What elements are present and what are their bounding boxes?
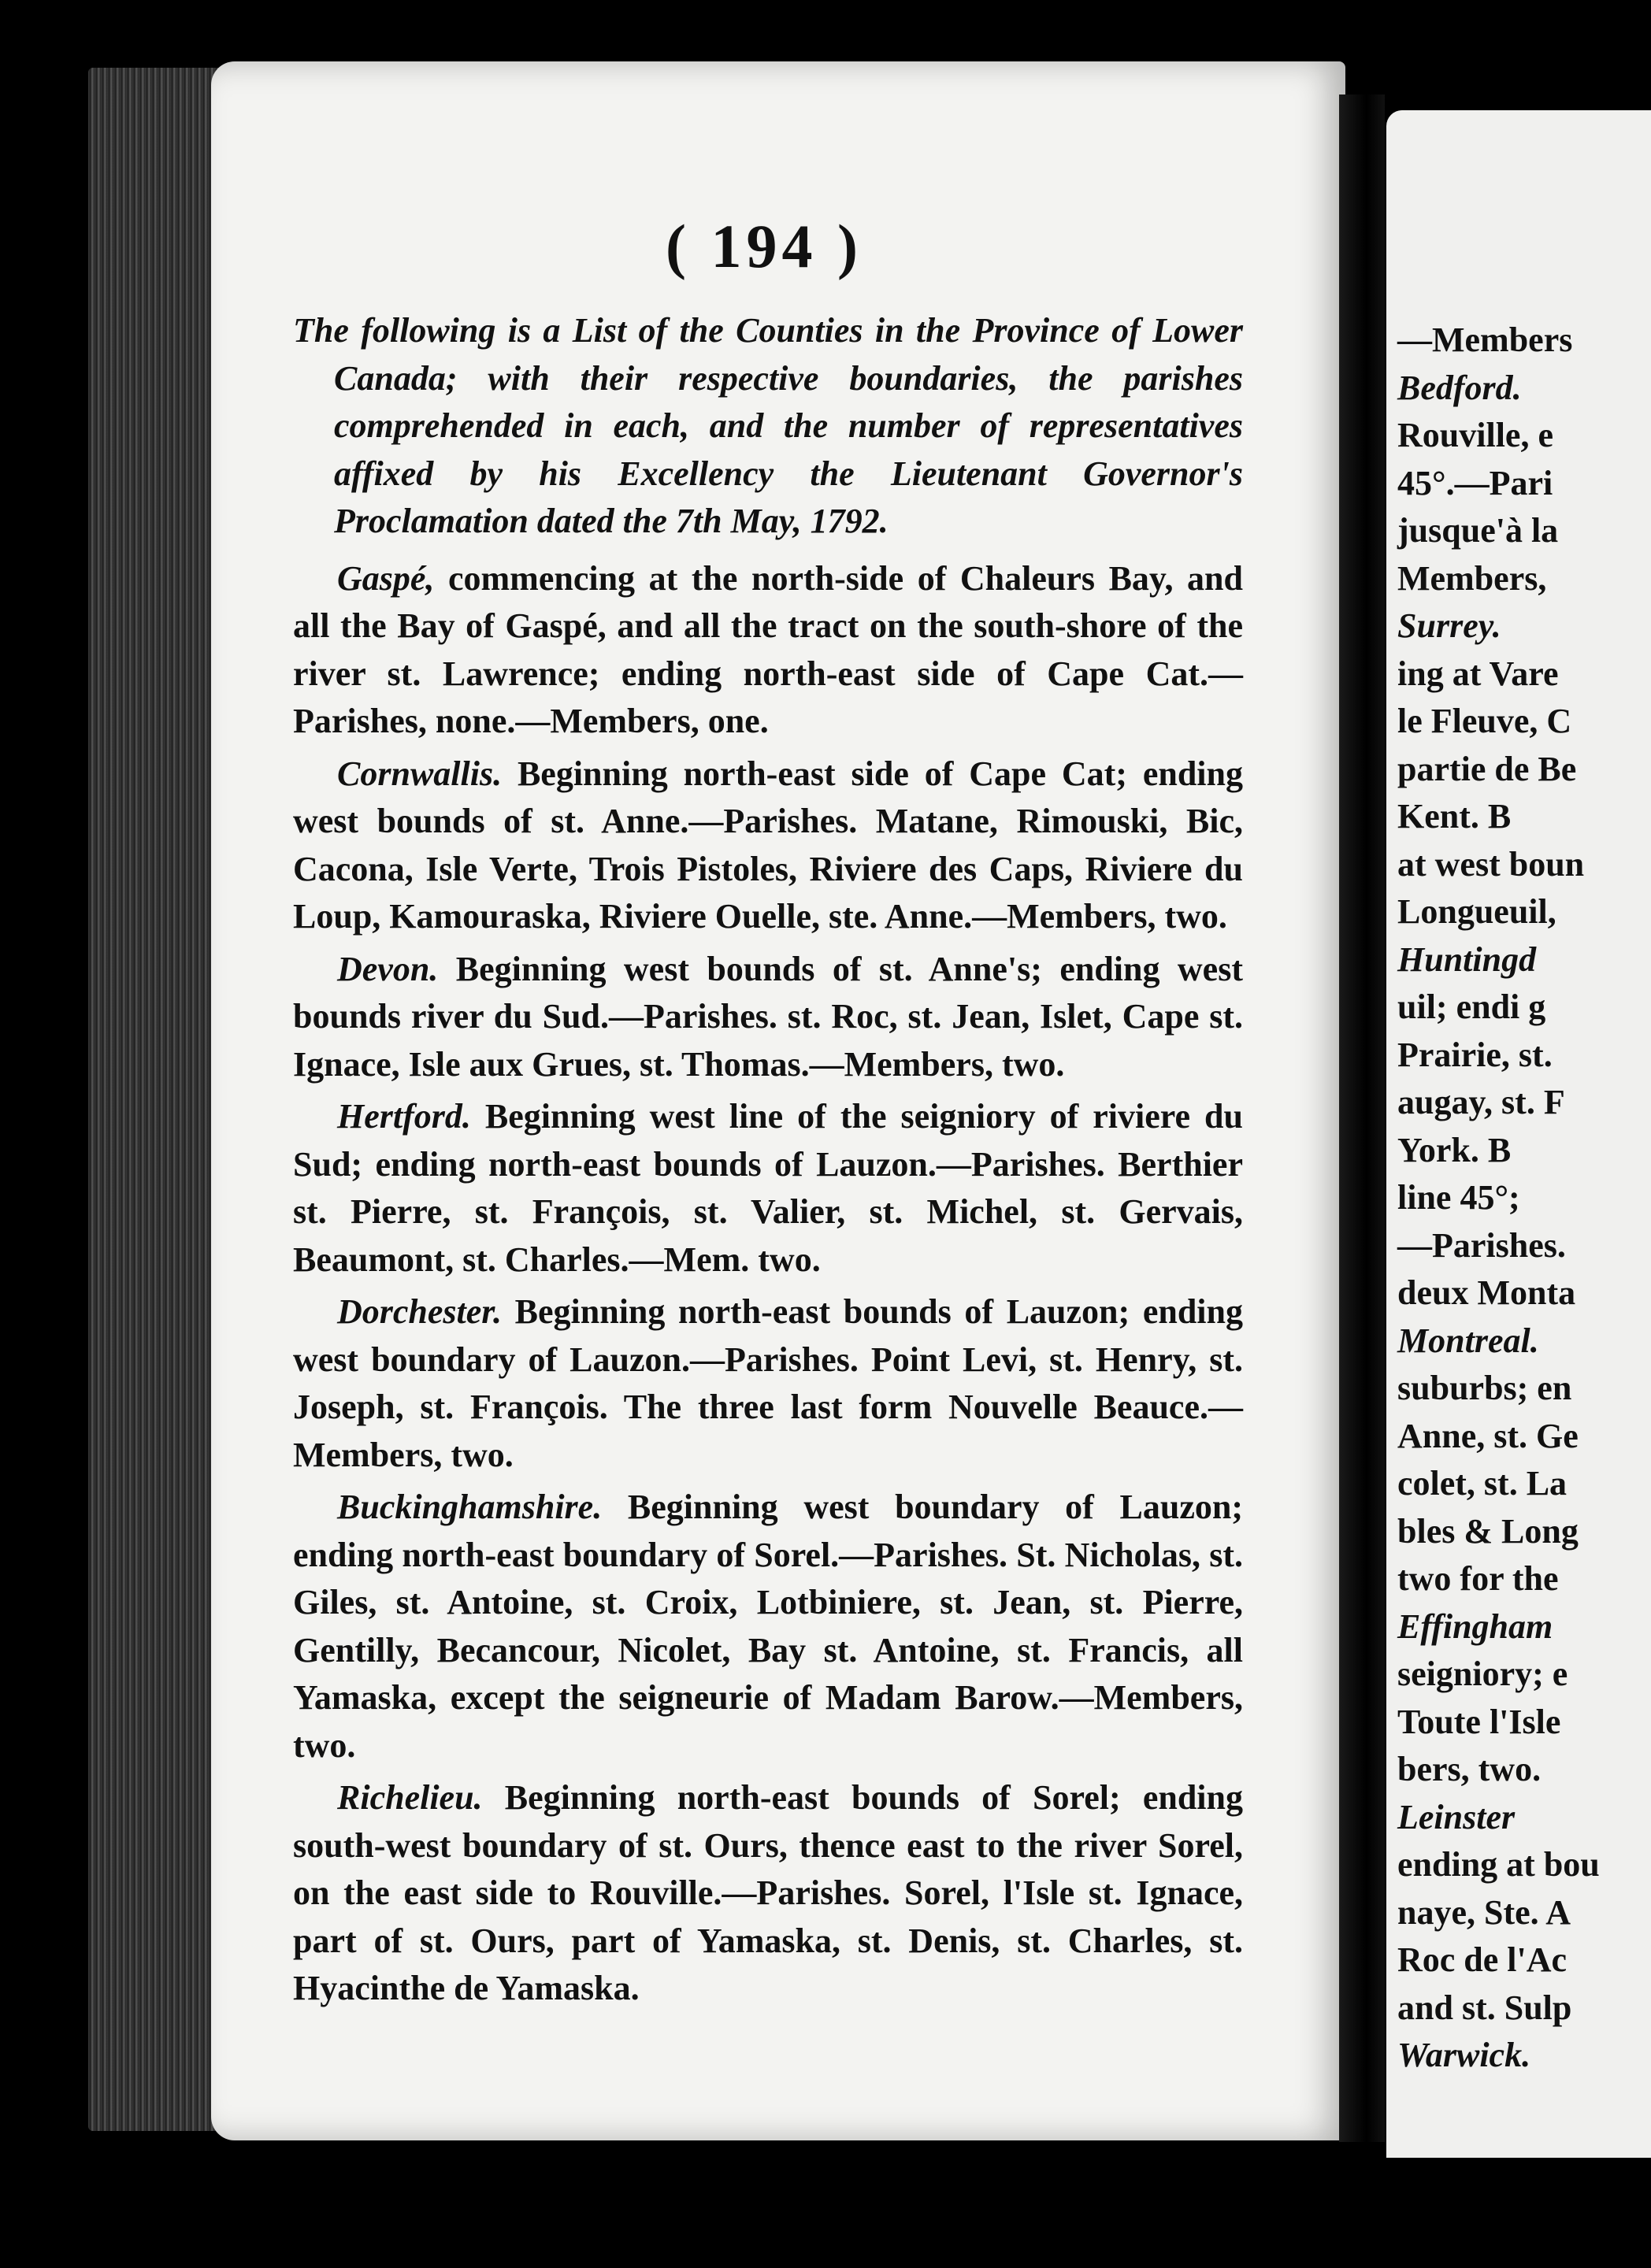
right-line: Longueuil, <box>1397 892 1556 931</box>
right-line: Huntingd <box>1397 939 1537 979</box>
county-entry-cornwallis <box>293 750 1243 941</box>
right-line: Members, <box>1397 558 1547 598</box>
right-line: ing at Vare <box>1397 654 1559 693</box>
right-line: colet, st. La <box>1397 1464 1568 1503</box>
right-line: ending at bou <box>1397 1845 1600 1884</box>
county-name: Buckinghamshire. <box>337 1488 603 1526</box>
county-description: Beginning north-east bounds of Sorel; ending south-west boundary of st. Ours, thence east to the river Sorel, on the east side to Rouville.—Parishes. Sorel, l'Isle st. Ignace, part of st. Ours, part of Yamaska, st. Denis, st. Charles, st. Hyacinthe de Yamaska. <box>293 1778 1243 2007</box>
book-gutter <box>1339 94 1385 2142</box>
county-description: Beginning west line of the seigniory of riviere du Sud; ending north-east bounds of Lauzon.—Parishes. Berthier st. Pierre, st. François, st. Valier, st. Michel, st. Gervais, Beaumont, st. Charles.—Mem. two. <box>293 1097 1243 1279</box>
county-description: Beginning west bounds of st. Anne's; ending west bounds river du Sud.—Parishes. st. Roc, st. Jean, Islet, Cape st. Ignace, Isle aux Grues, st. Thomas.—Members, two. <box>293 949 1243 1084</box>
right-line: Prairie, st. <box>1397 1035 1553 1074</box>
county-entry-dorchester <box>293 1288 1243 1479</box>
right-line: seigniory; e <box>1397 1655 1568 1693</box>
right-line: suburbs; en <box>1397 1369 1572 1407</box>
right-line: Bedford. <box>1397 368 1522 407</box>
county-entry-richelieu <box>293 1774 1243 2013</box>
county-description: commencing at the north-side of Chaleurs Bay, and all the Bay of Gaspé, and all the tract on the south-shore of the river st. Lawrence; ending north-east side of Cape Cat.—Parishes, none.—Members, one. <box>293 558 1243 740</box>
right-line: naye, Ste. A <box>1397 1892 1571 1932</box>
right-line: Kent. B <box>1397 797 1512 836</box>
page-body <box>293 307 1243 2018</box>
county-name: Richelieu. <box>337 1778 483 1817</box>
right-line: Surrey. <box>1397 606 1501 645</box>
right-page <box>1386 110 1651 2158</box>
right-line: Anne, st. Ge <box>1397 1416 1579 1455</box>
county-entry-gaspe <box>293 555 1243 746</box>
right-line: uil; endi g <box>1397 988 1546 1026</box>
right-line: —Members <box>1397 321 1573 359</box>
right-line: Rouville, e <box>1397 416 1553 454</box>
right-line: at west boun <box>1397 844 1585 884</box>
right-line: partie de Be <box>1397 749 1577 788</box>
right-line: Leinster <box>1397 1797 1516 1836</box>
right-page-text <box>1397 317 1651 2080</box>
right-line: Effingham <box>1397 1606 1553 1646</box>
right-line: bers, two. <box>1397 1750 1542 1788</box>
right-line: deux Monta <box>1397 1273 1576 1312</box>
right-line: 45°.—Pari <box>1397 463 1553 502</box>
county-name: Gaspé, <box>337 558 435 598</box>
right-line: augay, st. F <box>1397 1083 1565 1121</box>
right-line: bles & Long <box>1397 1511 1579 1551</box>
page-number: ( 194 ) <box>666 212 863 280</box>
right-line: two for the <box>1397 1559 1559 1598</box>
right-line: le Fleuve, C <box>1397 702 1572 740</box>
county-entry-hertford <box>293 1093 1243 1284</box>
county-entry-buckinghamshire <box>293 1484 1243 1770</box>
right-line: York. B <box>1397 1130 1512 1169</box>
county-name: Dorchester. <box>337 1292 502 1331</box>
right-line: Montreal. <box>1397 1321 1539 1360</box>
county-name: Cornwallis. <box>337 754 503 793</box>
right-line: jusque'à la <box>1397 511 1559 550</box>
book-page-edges <box>88 68 230 2131</box>
right-line: —Parishes. <box>1397 1225 1566 1265</box>
intro-paragraph: The following is a List of the Counties in the Province of Lower Canada; with their respective boundaries, the parishes comprehended in each, and the number of representatives affixed by his Excellency the Lieutenant Governor's Proclamation dated the 7th May, 1792. <box>293 311 1243 540</box>
county-description: Beginning north-east bounds of Lauzon; ending west boundary of Lauzon.—Parishes. Point Levi, st. Henry, st. Joseph, st. François. The three last form Nouvelle Beauce.—Members, two. <box>293 1292 1243 1474</box>
county-description: Beginning west boundary of Lauzon; ending north-east boundary of Sorel.—Parishes. St. Nicholas, st. Giles, st. Antoine, st. Croix, Lotbiniere, st. Jean, st. Pierre, Gentilly, Becancour, Nicolet, Bay st. Antoine, st. Francis, all Yamaska, except the seigneurie of Madam Barow.—Members, two. <box>293 1488 1243 1765</box>
right-line: Roc de l'Ac <box>1397 1940 1568 1979</box>
county-name: Devon. <box>337 949 439 988</box>
right-line: and st. Sulp <box>1397 1988 1572 2027</box>
county-entry-devon <box>293 946 1243 1089</box>
county-name: Hertford. <box>337 1097 471 1136</box>
right-line: Toute l'Isle <box>1397 1702 1561 1741</box>
right-line: line 45°; <box>1397 1178 1520 1217</box>
right-line: Warwick. <box>1397 2036 1531 2074</box>
county-description: Beginning north-east side of Cape Cat; ending west bounds of st. Anne.—Parishes. Matane, Rimouski, Bic, Cacona, Isle Verte, Trois Pistoles, Riviere des Caps, Riviere du Loup, Kamouraska, Riviere Ouelle, ste. Anne.—Members, two. <box>293 754 1243 936</box>
